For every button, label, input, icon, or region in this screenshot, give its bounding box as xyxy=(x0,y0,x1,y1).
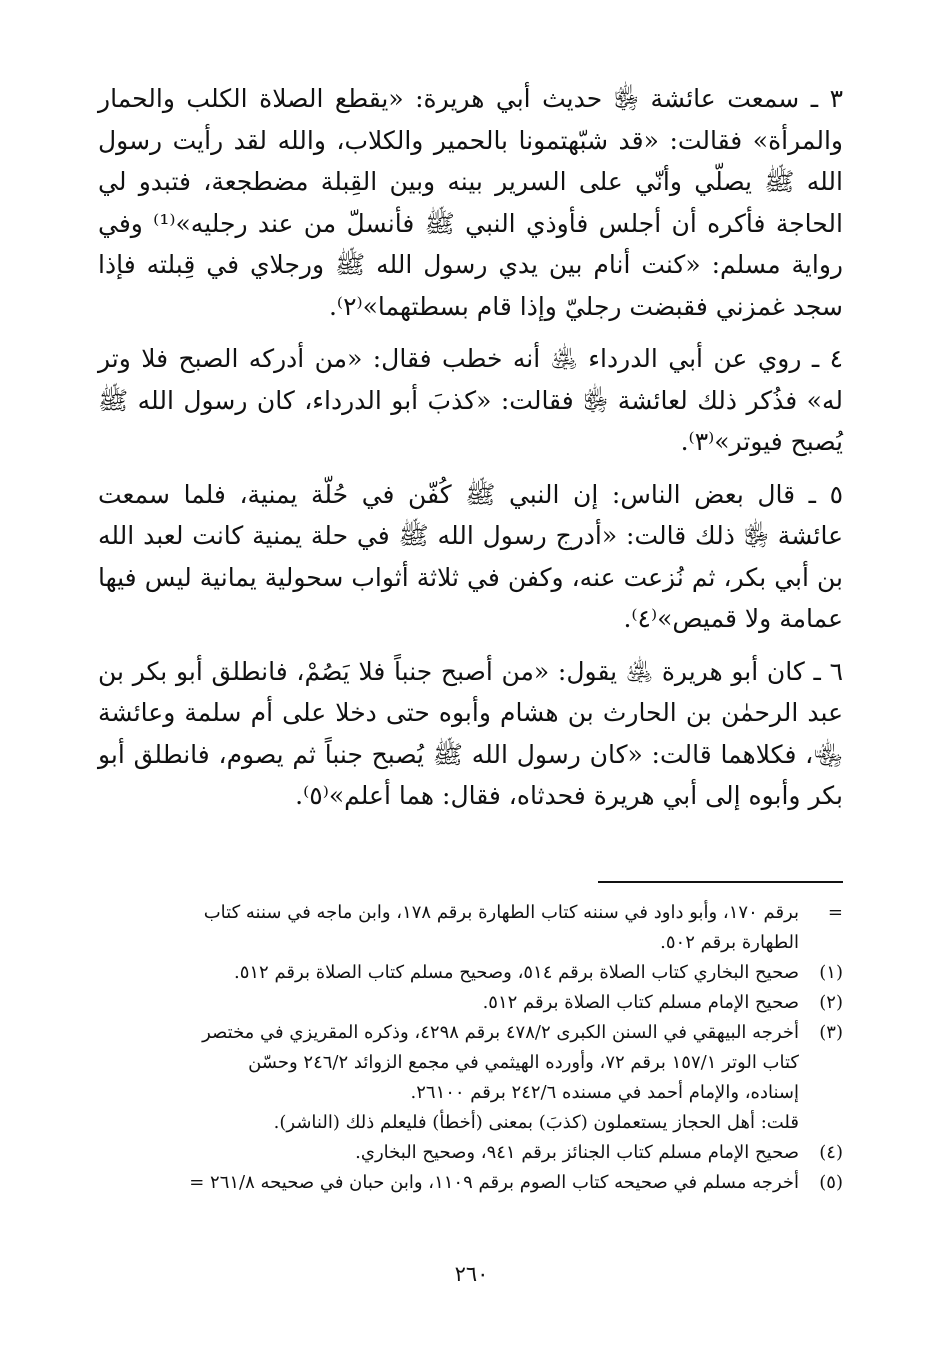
page-number: ٢٦٠ xyxy=(454,1262,489,1286)
footnote-marker: = xyxy=(827,902,843,923)
footnote-3 xyxy=(98,1018,843,1138)
footnote-5 xyxy=(98,1168,843,1198)
footnote-4 xyxy=(98,1138,843,1168)
footnote-marker: (٤) xyxy=(819,1142,843,1163)
footnote-text xyxy=(98,988,799,1018)
footnote-continuation xyxy=(98,898,843,958)
paragraph-5: ٥ ـ قال بعض الناس: إن النبي ﷺ كُفّن في حُلّة يمنية، فلما سمعت عائشة ﵂ ذلك قالت: «أدرج رسول الله ﷺ في حلة يمنية كانت لعبد الله بن أبي بكر، ثم نُزعت عنه، وكفن في ثلاثة أثواب سحولية يمانية ليس فيها عمامة ولا قميص»⁽٤⁾. xyxy=(98,479,843,633)
paragraph-4: ٤ ـ روي عن أبي الدرداء ﵁ أنه خطب فقال: «من أدركه الصبح فلا وتر له» فذُكر ذلك لعائشة ﵂ فقالت: «كذبَ أبو الدرداء، كان رسول الله ﷺ يُصبح فيوتر»⁽٣⁾. xyxy=(98,344,843,456)
footnote-text xyxy=(98,958,799,988)
footnote-marker: (٢) xyxy=(819,992,843,1013)
footnote-text xyxy=(98,1018,799,1138)
footnote-1 xyxy=(98,958,843,988)
footnote-line: صحيح الإمام مسلم كتاب الجنائز برقم ٩٤١، وصحيح البخاري. xyxy=(355,1142,799,1163)
footnote-2 xyxy=(98,988,843,1018)
footnote-line: صحيح البخاري كتاب الصلاة برقم ٥١٤، وصحيح مسلم كتاب الصلاة برقم ٥١٢. xyxy=(233,962,799,983)
footnote-marker: (٥) xyxy=(819,1172,843,1193)
footnotes xyxy=(98,898,843,1198)
footnote-text xyxy=(98,1138,799,1168)
main-text xyxy=(98,78,843,828)
footnote-text xyxy=(98,1168,799,1198)
footnote-marker: (٣) xyxy=(819,1022,843,1043)
footnote-line: قلت: أهل الحجاز يستعملون (كذبَ) بمعنى (أخطأ) فليعلم ذلك (الناشر). xyxy=(273,1112,799,1133)
footnote-marker: (١) xyxy=(819,962,843,983)
footnote-separator xyxy=(598,881,843,883)
footnote-line: أخرجه مسلم في صحيحه كتاب الصوم برقم ١١٠٩، وابن حبان في صحيحه ٢٦١/٨ = xyxy=(189,1172,799,1193)
footnote-line: كتاب الوتر ١٥٧/١ برقم ٧٢، وأورده الهيثمي في مجمع الزوائد ٢٤٦/٢ وحسّن xyxy=(248,1052,799,1073)
footnote-line: الطهارة برقم ٥٠٢. xyxy=(660,932,799,953)
footnote-text xyxy=(98,898,799,958)
paragraph-3: ٣ ـ سمعت عائشة ﵂ حديث أبي هريرة: «يقطع الصلاة الكلب والحمار والمرأة» فقالت: «قد شبّهتمونا بالحمير والكلاب، والله لقد رأيت رسول الله ﷺ يصلّي وأنّي على السرير بينه وبين القِبلة مضطجعة، فتبدو لي الحاجة فأكره أن أجلس فأوذي النبي ﷺ فأنسلّ من عند رجليه»⁽¹⁾ وفي رواية مسلم: «كنت أنام بين يدي رسول الله ﷺ ورجلاي في قِبلته فإذا سجد غمزني فقبضت رجليّ وإذا قام بسطتهما»⁽٢⁾. xyxy=(98,84,843,321)
footnote-line: إسناده، والإمام أحمد في مسنده ٢٤٢/٦ برقم ٢٦١٠٠. xyxy=(410,1082,799,1103)
paragraph-6: ٦ ـ كان أبو هريرة ﵁ يقول: «من أصبح جنباً فلا يَصُمْ، فانطلق أبو بكر بن عبد الرحمٰن بن الحارث بن هشام وأبوه حتى دخلا على أم سلمة وعائشة ﵄، فكلاهما قالت: «كان رسول الله ﷺ يُصبح جنباً ثم يصوم، فانطلق أبو بكر وأبوه إلى أبي هريرة فحدثاه، فقال: هما أعلم»⁽٥⁾. xyxy=(98,656,843,810)
footnote-line: أخرجه البيهقي في السنن الكبرى ٤٧٨/٢ برقم ٤٢٩٨، وذكره المقريزي في مختصر xyxy=(202,1022,799,1043)
footnote-line: برقم ١٧٠، وأبو داود في سننه كتاب الطهارة برقم ١٧٨، وابن ماجه في سننه كتاب xyxy=(203,902,799,923)
footnote-line: صحيح الإمام مسلم كتاب الصلاة برقم ٥١٢. xyxy=(482,992,799,1013)
